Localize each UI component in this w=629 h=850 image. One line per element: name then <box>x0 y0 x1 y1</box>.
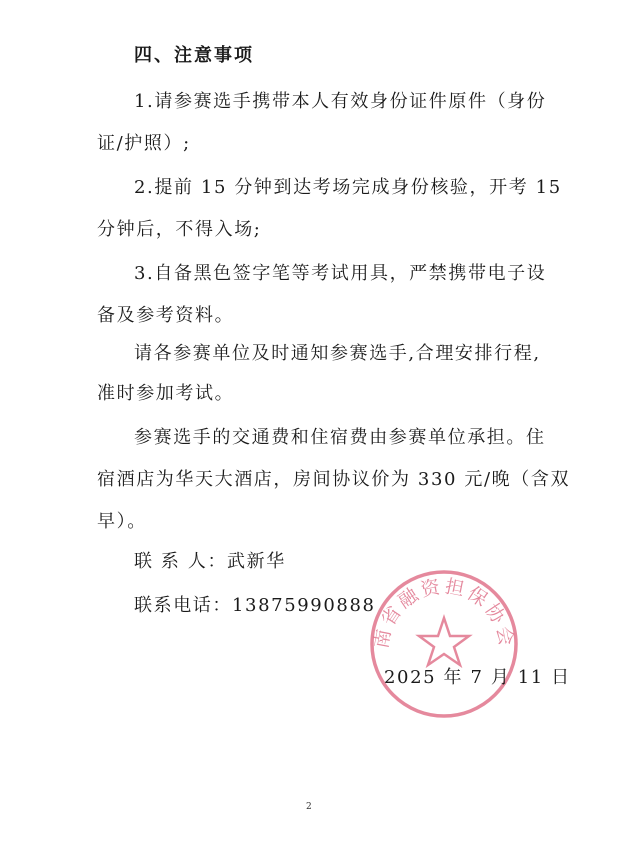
notice1-line2: 准时参加考试。 <box>97 383 235 404</box>
item3-line1: 3.自备黑色签字笔等考试用具，严禁携带电子设 <box>134 263 547 284</box>
notice2-line3: 早）。 <box>97 511 147 532</box>
item1-line2: 证/护照）; <box>97 133 191 154</box>
svg-text:南省融资担保协会 <box>370 575 518 650</box>
notice1-line1: 请各参赛单位及时通知参赛选手,合理安排行程, <box>134 343 541 364</box>
section-heading: 四、注意事项 <box>134 45 254 66</box>
item2-line1: 2.提前 15 分钟到达考场完成身份核验，开考 15 <box>134 177 562 198</box>
date: 2025 年 7 月 11 日 <box>384 667 571 688</box>
official-seal-icon <box>368 568 520 720</box>
item2-line2: 分钟后，不得入场; <box>97 219 262 240</box>
seal-text: 南省融资担保协会 <box>370 575 518 651</box>
item3-line2: 备及参考资料。 <box>97 305 235 326</box>
item1-line1: 1.请参赛选手携带本人有效身份证件原件（身份 <box>134 91 547 112</box>
notice2-line2: 宿酒店为华天大酒店，房间协议价为 330 元/晚（含双 <box>97 469 571 490</box>
contact-phone: 联系电话：13875990888 <box>134 595 376 616</box>
notice2-line1: 参赛选手的交通费和住宿费由参赛单位承担。住 <box>134 427 546 448</box>
page-number: 2 <box>306 802 312 812</box>
contact-person: 联 系 人：武新华 <box>134 551 286 572</box>
